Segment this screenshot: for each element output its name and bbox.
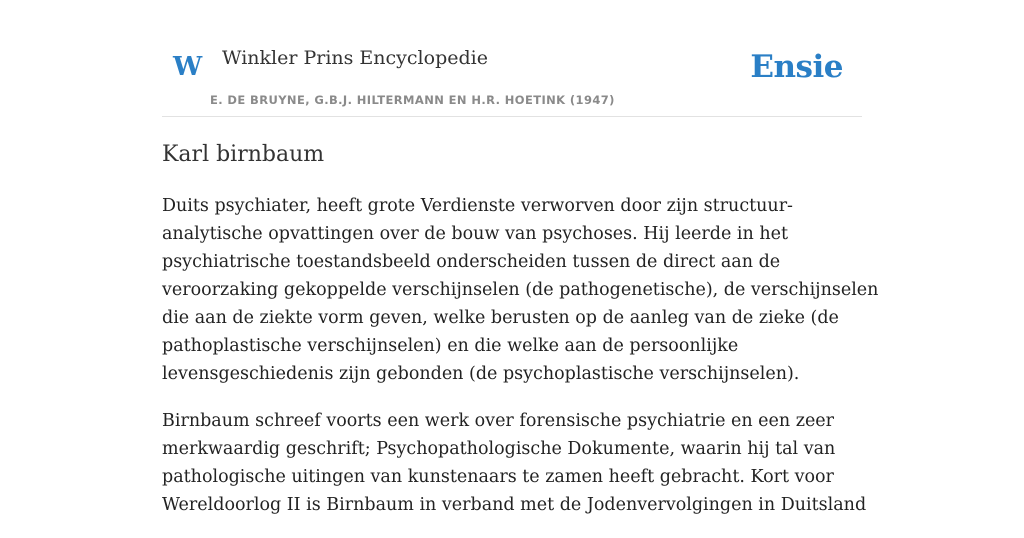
article-paragraph-1: Duits psychiater, heeft grote Verdienste verworven door zijn structuur-analytische opvattingen over de bouw van psychoses. Hij leerde in het psychiatrische toestandsbeeld onderscheiden tussen de direct aan de veroorzaking gekoppelde verschijnselen (de pathogenetische), de verschijnselen die aan de ziekte vorm geven, welke berusten op de aanleg van de zieke (de pathoplastische verschijnselen) en die welke aan de persoonlijke levensgeschiedenis zijn gebonden (de psychoplastische verschijnselen). — [162, 196, 879, 384]
ensie-brand-logo[interactable]: Ensie — [750, 49, 843, 85]
article-paragraph-2: Birnbaum schreef voorts een werk over forensische psychiatrie en een zeer merkwaardig geschrift; Psychopathologische Dokumente, waarin hij tal van pathologische uitingen van kunstenaars te zamen heeft gebracht. Kort voor Wereldoorlog II is Birnbaum in verband met de Jodenvervolgingen in Duitsland — [162, 411, 867, 515]
article-body — [162, 192, 882, 538]
winkler-prins-logo[interactable]: W — [173, 52, 203, 82]
publication-title[interactable]: Winkler Prins Encyclopedie — [222, 47, 488, 69]
source-header — [162, 38, 862, 117]
article-title: Karl birnbaum — [162, 142, 325, 167]
publication-authors: E. DE BRUYNE, G.B.J. HILTERMANN EN H.R. HOETINK (1947) — [210, 93, 615, 107]
